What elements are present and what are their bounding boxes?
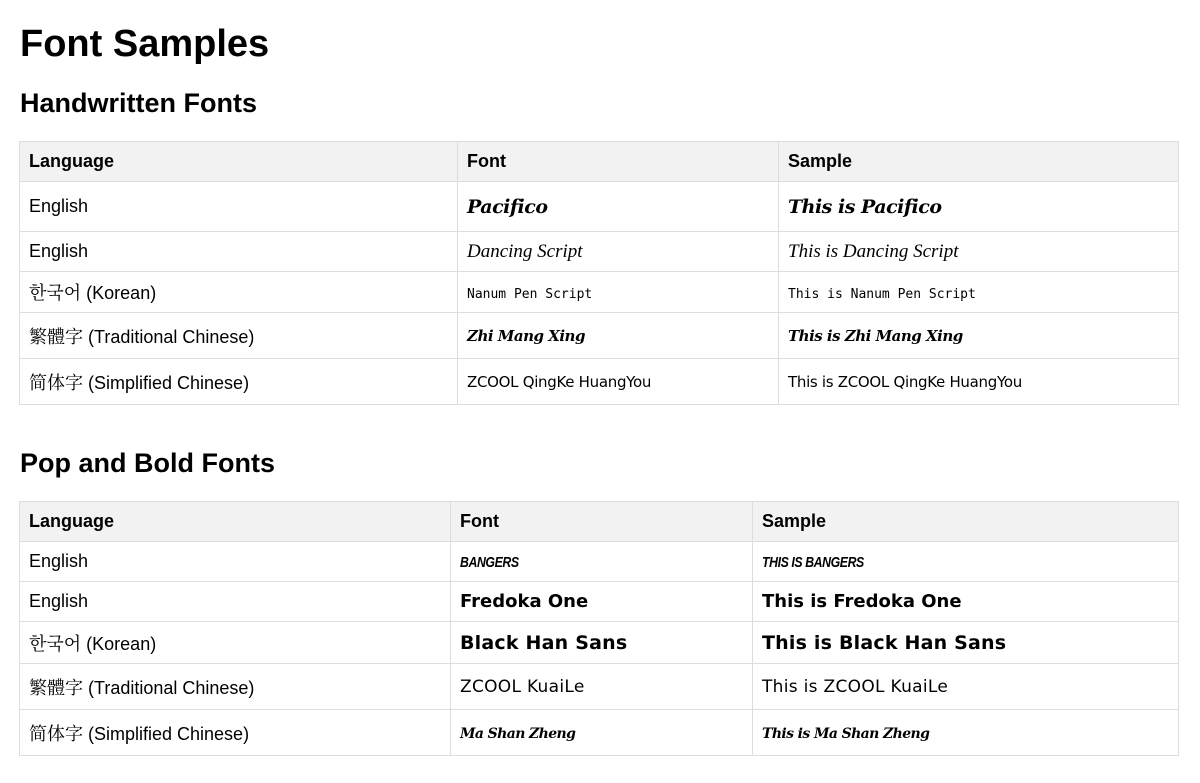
table-row xyxy=(20,582,1179,622)
language-cell: 简体字 (Simplified Chinese) xyxy=(20,710,451,756)
table-row xyxy=(20,664,1179,710)
language-cell: English xyxy=(20,232,458,272)
font-name: Dancing Script xyxy=(467,240,583,262)
font-name-cell xyxy=(451,622,753,664)
language-cell: 繁體字 (Traditional Chinese) xyxy=(20,664,451,710)
font-sample: This is Ma Shan Zheng xyxy=(762,726,930,742)
page-title: Font Samples xyxy=(20,23,270,65)
font-sample: This is Pacifico xyxy=(788,195,942,218)
language-cell: 繁體字 (Traditional Chinese) xyxy=(20,313,458,359)
font-sample: This is Black Han Sans xyxy=(762,631,1007,654)
table-header-row xyxy=(20,142,1179,182)
sample-cell xyxy=(753,664,1179,710)
sample-cell xyxy=(779,313,1179,359)
font-name-cell xyxy=(451,664,753,710)
font-name: BANGERS xyxy=(460,554,519,571)
font-sample: This is ZCOOL QingKe HuangYou xyxy=(788,373,1022,391)
column-header-language: Language xyxy=(20,502,451,542)
table-row xyxy=(20,359,1179,405)
font-name-cell xyxy=(458,272,779,313)
font-name: Pacifico xyxy=(467,195,548,218)
language-cell: English xyxy=(20,582,451,622)
sample-cell xyxy=(779,359,1179,405)
sample-cell xyxy=(779,232,1179,272)
font-name: Fredoka One xyxy=(460,591,589,612)
pop-bold-fonts-table xyxy=(19,501,1179,756)
font-sample: This is Fredoka One xyxy=(762,591,962,612)
font-name-cell xyxy=(458,313,779,359)
language-cell: 简体字 (Simplified Chinese) xyxy=(20,359,458,405)
sample-cell xyxy=(779,272,1179,313)
font-name: Zhi Mang Xing xyxy=(467,327,585,345)
font-sample: This is ZCOOL KuaiLe xyxy=(762,677,949,697)
table-row xyxy=(20,622,1179,664)
table-row xyxy=(20,542,1179,582)
column-header-sample: Sample xyxy=(779,142,1179,182)
font-sample: THIS IS BANGERS xyxy=(762,554,864,571)
column-header-font: Font xyxy=(451,502,753,542)
sample-cell xyxy=(779,182,1179,232)
table-row xyxy=(20,313,1179,359)
section-heading-pop-bold: Pop and Bold Fonts xyxy=(20,448,275,478)
font-name-cell xyxy=(451,710,753,756)
font-sample: This is Zhi Mang Xing xyxy=(788,327,963,345)
font-name: Black Han Sans xyxy=(460,631,628,654)
font-name: ZCOOL KuaiLe xyxy=(460,677,585,697)
section-heading-handwritten: Handwritten Fonts xyxy=(20,88,257,118)
table-row xyxy=(20,710,1179,756)
column-header-sample: Sample xyxy=(753,502,1179,542)
table-row xyxy=(20,182,1179,232)
sample-cell xyxy=(753,582,1179,622)
language-cell: 한국어 (Korean) xyxy=(20,272,458,313)
font-sample: This is Nanum Pen Script xyxy=(788,286,976,302)
font-sample: This is Dancing Script xyxy=(788,240,959,262)
table-row xyxy=(20,272,1179,313)
table-row xyxy=(20,232,1179,272)
language-cell: 한국어 (Korean) xyxy=(20,622,451,664)
font-name-cell xyxy=(458,182,779,232)
font-name-cell xyxy=(458,359,779,405)
font-name-cell xyxy=(451,542,753,582)
sample-cell xyxy=(753,542,1179,582)
sample-cell xyxy=(753,710,1179,756)
language-cell: English xyxy=(20,542,451,582)
column-header-language: Language xyxy=(20,142,458,182)
font-name-cell xyxy=(451,582,753,622)
sample-cell xyxy=(753,622,1179,664)
table-header-row xyxy=(20,502,1179,542)
font-name: Ma Shan Zheng xyxy=(460,726,576,742)
handwritten-fonts-table xyxy=(19,141,1179,405)
font-name-cell xyxy=(458,232,779,272)
font-name: ZCOOL QingKe HuangYou xyxy=(467,373,652,391)
column-header-font: Font xyxy=(458,142,779,182)
language-cell: English xyxy=(20,182,458,232)
font-name: Nanum Pen Script xyxy=(467,286,593,302)
